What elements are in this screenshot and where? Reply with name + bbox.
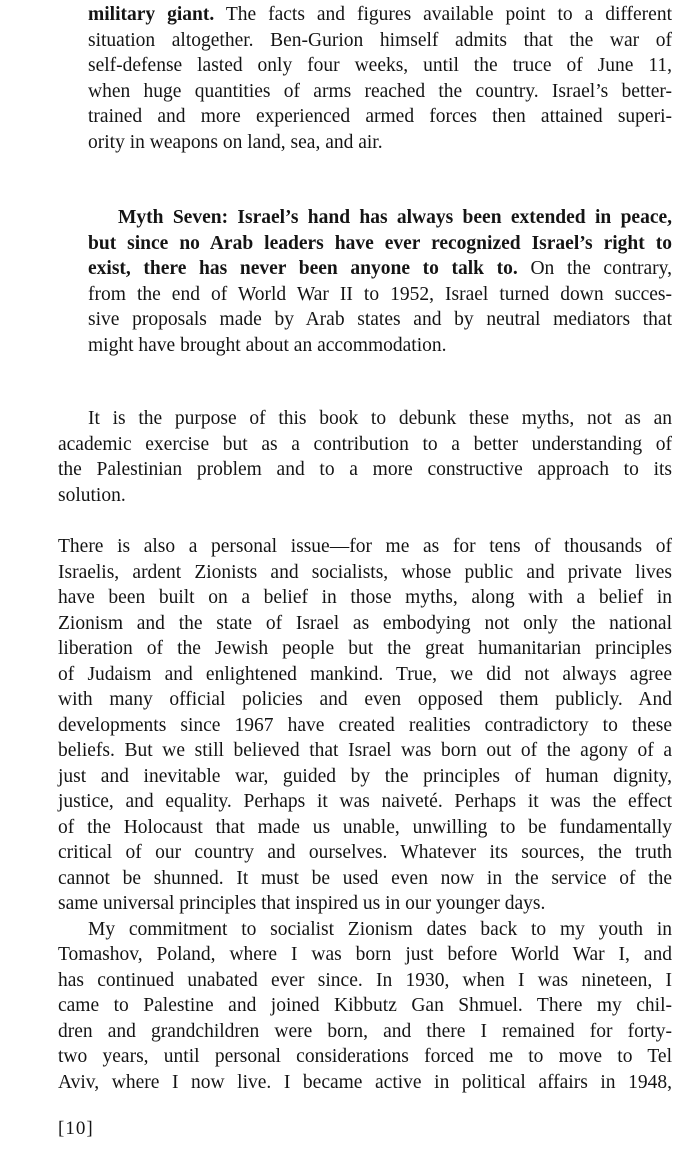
line-text: of Judaism and enlightened mankind. True, we did not always agree [58, 663, 672, 685]
page-number: [10] [58, 1118, 94, 1139]
text-line [88, 79, 672, 105]
line-text: solution. [58, 484, 126, 506]
line-text: sive proposals made by Arab states and by neutral mediators that [88, 309, 672, 330]
line-text: On the contrary, [517, 258, 672, 279]
text-line [88, 282, 672, 308]
text-line [58, 1019, 672, 1045]
text-line [88, 2, 672, 28]
line-text: of the Holocaust that made us unable, unwilling to be fundamentally [58, 816, 672, 838]
paragraph [88, 2, 672, 155]
line-text: Zionism and the state of Israel as embodying not only the national [58, 612, 672, 634]
text-line [88, 231, 672, 257]
text-line [88, 104, 672, 130]
line-text: Israelis, ardent Zionists and socialists, whose public and private lives [58, 561, 672, 583]
line-text: the Palestinian problem and to a more constructive approach to its [58, 459, 672, 480]
line-text: might have brought about an accommodation. [88, 334, 447, 356]
text-line [58, 993, 672, 1019]
line-text: developments since 1967 have created realities contradictory to these [58, 714, 672, 736]
text-line [58, 687, 672, 713]
text-line [88, 53, 672, 79]
text-line [88, 28, 672, 54]
line-text: justice, and equality. Perhaps it was naiveté. Perhaps it was the effect [58, 791, 672, 812]
text-line [58, 942, 672, 968]
text-line [58, 483, 672, 509]
line-text: has continued unabated ever since. In 1930, when I was nineteen, I [58, 969, 672, 991]
line-text: have been built on a belief in those myths, along with a belief in [58, 587, 672, 608]
text-line [58, 1070, 672, 1096]
line-text: self-defense lasted only four weeks, until the truce of June 11, [88, 55, 672, 76]
paragraph [58, 534, 672, 917]
line-text: with many official policies and even opposed them publicly. And [58, 689, 672, 710]
line-text: academic exercise but as a contribution to a better understanding of [58, 433, 672, 455]
text-line [58, 713, 672, 739]
line-text: same universal principles that inspired us in our younger days. [58, 893, 546, 914]
line-text: when huge quantities of arms reached the country. Israel’s better- [88, 80, 672, 102]
text-line [58, 789, 672, 815]
text-line [58, 534, 672, 560]
text-line [88, 333, 672, 359]
bold-text: Myth Seven: Israel’s hand has always been extended in peace, [118, 207, 672, 228]
line-text: situation altogether. Ben-Gurion himself admits that the war of [88, 29, 672, 51]
text-line [88, 307, 672, 333]
paragraph [88, 205, 672, 358]
text-line [58, 968, 672, 994]
text-line [58, 1044, 672, 1070]
line-text: came to Palestine and joined Kibbutz Gan Shmuel. There my chil- [58, 995, 672, 1016]
line-text: liberation of the Jewish people but the great humanitarian principles [58, 638, 672, 659]
line-text: It is the purpose of this book to debunk these myths, not as an [88, 408, 672, 429]
text-line [58, 662, 672, 688]
text-line [58, 840, 672, 866]
text-line [58, 611, 672, 637]
text-line [58, 457, 672, 483]
text-line [58, 815, 672, 841]
bold-text: exist, there has never been anyone to talk to. [88, 258, 518, 279]
text-line [58, 585, 672, 611]
line-text: ority in weapons on land, sea, and air. [88, 131, 383, 153]
line-text: from the end of World War II to 1952, Israel turned down succes- [88, 283, 672, 305]
line-text: trained and more experienced armed forces then attained superi- [88, 106, 672, 127]
text-line [58, 560, 672, 586]
text-line [58, 764, 672, 790]
line-text: just and inevitable war, guided by the principles of human dignity, [58, 765, 672, 787]
text-line [58, 738, 672, 764]
text-line [58, 917, 672, 943]
line-text: There is also a personal issue—for me as for tens of thousands of [58, 536, 672, 557]
line-text: beliefs. But we still believed that Israel was born out of the agony of a [58, 740, 672, 761]
text-line [58, 891, 672, 917]
line-text: The facts and figures available point to a different [214, 4, 673, 25]
paragraph [58, 406, 672, 508]
text-line [58, 432, 672, 458]
line-text: My commitment to socialist Zionism dates back to my youth in [88, 918, 672, 940]
line-text: two years, until personal considerations forced me to move to Tel [58, 1046, 672, 1067]
text-line [58, 636, 672, 662]
bold-text: but since no Arab leaders have ever recognized Israel’s right to [88, 232, 672, 254]
text-line [88, 130, 672, 156]
line-text: dren and grandchildren were born, and there I remained for forty- [58, 1020, 672, 1042]
book-page [0, 2, 700, 1095]
line-text: critical of our country and ourselves. Whatever its sources, the truth [58, 842, 672, 863]
line-text: cannot be shunned. It must be used even now in the service of the [58, 867, 672, 889]
line-text: Tomashov, Poland, where I was born just before World War I, and [58, 944, 672, 965]
text-line [88, 256, 672, 282]
text-line [58, 406, 672, 432]
text-line [58, 866, 672, 892]
text-line [88, 205, 672, 231]
paragraph [58, 917, 672, 1096]
line-text: Aviv, where I now live. I became active in political affairs in 1948, [58, 1071, 672, 1093]
bold-text: military giant. [88, 4, 215, 25]
